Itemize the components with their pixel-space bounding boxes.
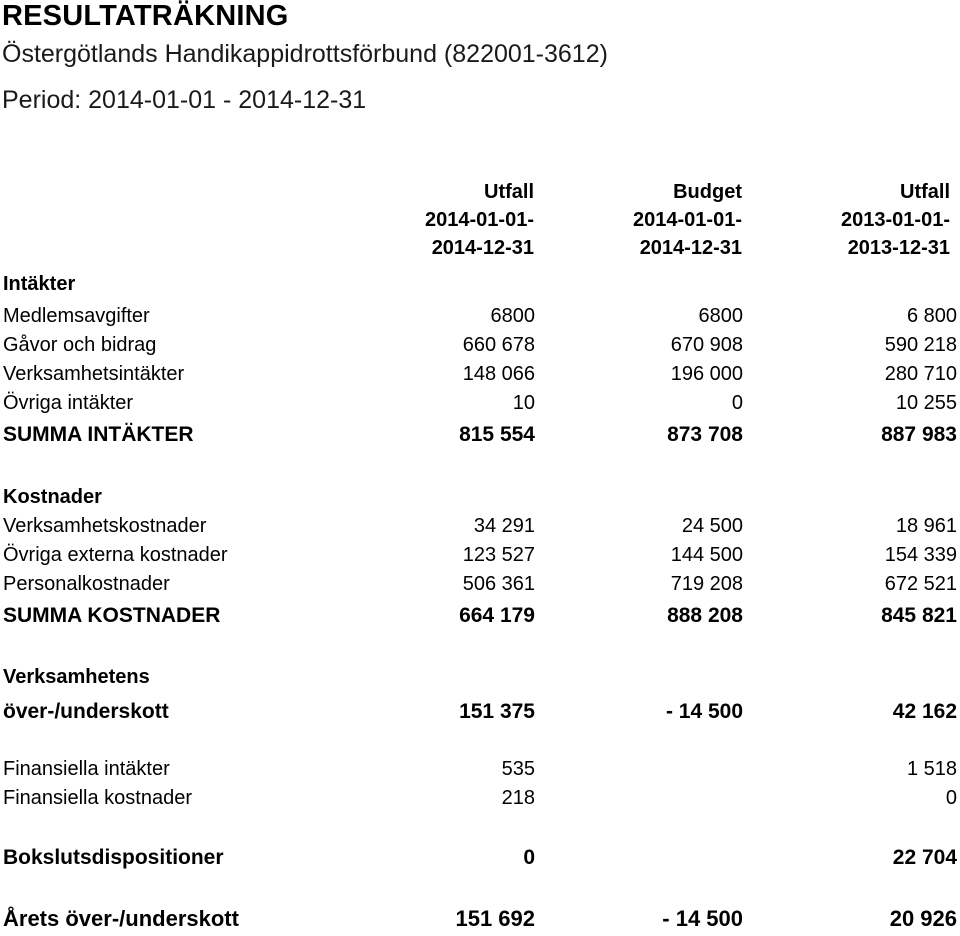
value-budget-2014: 196 000	[670, 363, 743, 385]
value-utfall-2014: 218	[501, 787, 535, 809]
value-utfall-2013: 887 983	[881, 423, 957, 446]
value-budget-2014: 670 908	[670, 334, 743, 356]
row-label: över-/underskott	[3, 700, 169, 723]
table-row	[0, 573, 960, 603]
table-row	[0, 334, 960, 364]
section-heading-intakter: Intäkter	[3, 273, 76, 295]
table-row	[0, 305, 960, 335]
column-header-label: Budget	[673, 181, 742, 203]
value-utfall-2013: 280 710	[884, 363, 957, 385]
table-row	[0, 544, 960, 574]
value-utfall-2013: 10 255	[895, 392, 957, 414]
column-header-label: Utfall	[900, 181, 950, 203]
row-label: Övriga intäkter	[3, 392, 134, 414]
row-label: Verksamhetskostnader	[3, 515, 207, 537]
value-utfall-2013: 154 339	[884, 544, 957, 566]
value-utfall-2013: 1 518	[906, 758, 957, 780]
value-budget-2014: - 14 500	[665, 700, 743, 723]
row-label: Finansiella intäkter	[3, 758, 170, 780]
row-label: SUMMA INTÄKTER	[3, 423, 194, 446]
value-utfall-2013: 18 961	[895, 515, 957, 537]
row-label: Personalkostnader	[3, 573, 170, 595]
column-header-from: 2013-01-01-	[841, 209, 950, 231]
column-header-budget-2014	[502, 178, 742, 262]
value-budget-2014: 6800	[698, 305, 743, 327]
value-budget-2014: 888 208	[667, 604, 743, 627]
value-utfall-2014: 0	[523, 846, 535, 869]
row-label: Verksamhetsintäkter	[3, 363, 185, 385]
value-utfall-2013: 672 521	[884, 573, 957, 595]
row-label: Bokslutsdispositioner	[3, 846, 224, 869]
total-row-intakter	[0, 423, 960, 453]
value-utfall-2013: 42 162	[892, 700, 957, 723]
value-budget-2014: - 14 500	[662, 906, 743, 931]
row-label: Övriga externa kostnader	[3, 544, 228, 566]
value-budget-2014: 144 500	[670, 544, 743, 566]
value-budget-2014: 719 208	[670, 573, 743, 595]
row-label: Gåvor och bidrag	[3, 334, 157, 356]
value-utfall-2014: 664 179	[459, 604, 535, 627]
row-bokslutsdispositioner	[0, 846, 960, 876]
value-utfall-2013: 590 218	[884, 334, 957, 356]
column-header-to: 2014-12-31	[431, 237, 534, 259]
column-header-utfall-2013	[710, 178, 950, 262]
value-budget-2014: 873 708	[667, 423, 743, 446]
column-header-from: 2014-01-01-	[425, 209, 534, 231]
value-utfall-2014: 6800	[490, 305, 535, 327]
table-row	[0, 363, 960, 393]
value-utfall-2014: 151 375	[459, 700, 535, 723]
value-utfall-2014: 506 361	[462, 573, 535, 595]
column-header-to: 2014-12-31	[639, 237, 742, 259]
total-row-kostnader	[0, 604, 960, 634]
table-row	[0, 515, 960, 545]
value-utfall-2013: 6 800	[906, 305, 957, 327]
column-header-label: Utfall	[484, 181, 534, 203]
value-utfall-2013: 20 926	[889, 906, 957, 931]
report-title: RESULTATRÄKNING	[2, 0, 289, 32]
value-budget-2014: 0	[731, 392, 743, 414]
column-header-from: 2014-01-01-	[633, 209, 742, 231]
value-utfall-2014: 815 554	[459, 423, 535, 446]
value-utfall-2013: 0	[945, 787, 957, 809]
value-utfall-2014: 660 678	[462, 334, 535, 356]
column-header-to: 2013-12-31	[847, 237, 950, 259]
value-utfall-2014: 34 291	[473, 515, 535, 537]
total-row-arets	[0, 906, 960, 936]
value-utfall-2013: 22 704	[892, 846, 957, 869]
organization-name: Östergötlands Handikappidrottsförbund (822001-3612)	[2, 40, 608, 68]
value-utfall-2014: 10	[512, 392, 535, 414]
report-period: Period: 2014-01-01 - 2014-12-31	[2, 86, 367, 114]
table-row	[0, 787, 960, 817]
table-row	[0, 392, 960, 422]
value-utfall-2014: 535	[501, 758, 535, 780]
value-utfall-2014: 148 066	[462, 363, 535, 385]
row-label: Medlemsavgifter	[3, 305, 150, 327]
row-label: SUMMA KOSTNADER	[3, 604, 221, 627]
value-utfall-2013: 845 821	[881, 604, 957, 627]
column-header-utfall-2014	[294, 178, 534, 262]
row-label: Årets över-/underskott	[3, 906, 239, 931]
value-utfall-2014: 123 527	[462, 544, 535, 566]
table-row	[0, 758, 960, 788]
value-utfall-2014: 151 692	[455, 906, 535, 931]
value-budget-2014: 24 500	[681, 515, 743, 537]
row-label: Finansiella kostnader	[3, 787, 192, 809]
verksamhetens-label-line1: Verksamhetens	[3, 666, 150, 688]
section-heading-kostnader: Kostnader	[3, 486, 102, 508]
total-row-verksamhetens	[0, 700, 960, 730]
